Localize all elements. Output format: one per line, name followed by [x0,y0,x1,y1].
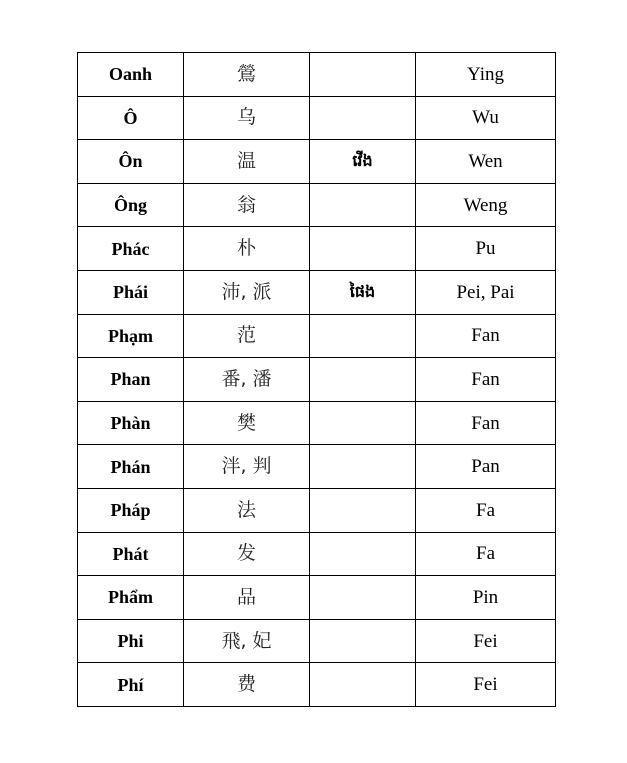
chinese-character-cell: 番, 潘 [184,358,310,402]
vietnamese-name-cell: Ôn [78,140,184,184]
pinyin-cell: Pan [416,445,556,489]
table-row [78,445,556,489]
pinyin-cell: Fan [416,358,556,402]
table-row [78,96,556,140]
pinyin-cell: Wen [416,140,556,184]
pinyin-cell: Fei [416,663,556,707]
pinyin-cell: Pei, Pai [416,270,556,314]
table-row [78,140,556,184]
table-row [78,619,556,663]
khmer-script-cell: ផៃង [310,270,416,314]
vietnamese-name-cell: Ô [78,96,184,140]
table-row [78,270,556,314]
pinyin-cell: Fa [416,532,556,576]
pinyin-cell: Ying [416,53,556,97]
table-row [78,183,556,227]
chinese-character-cell: 法 [184,488,310,532]
vietnamese-name-cell: Ông [78,183,184,227]
vietnamese-name-cell: Phán [78,445,184,489]
khmer-script-cell [310,576,416,620]
chinese-character-cell: 鶯 [184,53,310,97]
khmer-script-cell [310,314,416,358]
pinyin-cell: Pu [416,227,556,271]
khmer-script-cell [310,532,416,576]
khmer-script-cell [310,53,416,97]
pinyin-cell: Wu [416,96,556,140]
khmer-script-cell [310,183,416,227]
vietnamese-name-cell: Phẩm [78,576,184,620]
pinyin-cell: Fa [416,488,556,532]
khmer-script-cell [310,227,416,271]
chinese-character-cell: 翁 [184,183,310,227]
vietnamese-name-cell: Oanh [78,53,184,97]
vietnamese-name-cell: Phát [78,532,184,576]
khmer-script-cell [310,401,416,445]
chinese-character-cell: 范 [184,314,310,358]
table-row [78,358,556,402]
table-row [78,663,556,707]
chinese-character-cell: 飛, 妃 [184,619,310,663]
pinyin-cell: Fei [416,619,556,663]
chinese-character-cell: 樊 [184,401,310,445]
table-row [78,53,556,97]
table-row [78,532,556,576]
pinyin-cell: Pin [416,576,556,620]
chinese-character-cell: 品 [184,576,310,620]
chinese-character-cell: 泮, 判 [184,445,310,489]
vietnamese-name-cell: Pháp [78,488,184,532]
chinese-character-cell: 费 [184,663,310,707]
khmer-script-cell [310,619,416,663]
khmer-script-cell [310,663,416,707]
khmer-script-cell [310,358,416,402]
khmer-script-cell [310,445,416,489]
vietnamese-name-cell: Phàn [78,401,184,445]
khmer-script-cell: វើង [310,140,416,184]
vietnamese-name-cell: Phi [78,619,184,663]
chinese-character-cell: 沛, 派 [184,270,310,314]
table-row [78,314,556,358]
name-transliteration-table [77,52,556,707]
vietnamese-name-cell: Phan [78,358,184,402]
vietnamese-name-cell: Phí [78,663,184,707]
chinese-character-cell: 发 [184,532,310,576]
table-row [78,576,556,620]
vietnamese-name-cell: Phái [78,270,184,314]
khmer-script-cell [310,96,416,140]
table-row [78,401,556,445]
pinyin-cell: Weng [416,183,556,227]
table-row [78,488,556,532]
pinyin-cell: Fan [416,401,556,445]
chinese-character-cell: 温 [184,140,310,184]
pinyin-cell: Fan [416,314,556,358]
chinese-character-cell: 朴 [184,227,310,271]
chinese-character-cell: 乌 [184,96,310,140]
table-row [78,227,556,271]
vietnamese-name-cell: Phạm [78,314,184,358]
vietnamese-name-cell: Phác [78,227,184,271]
khmer-script-cell [310,488,416,532]
